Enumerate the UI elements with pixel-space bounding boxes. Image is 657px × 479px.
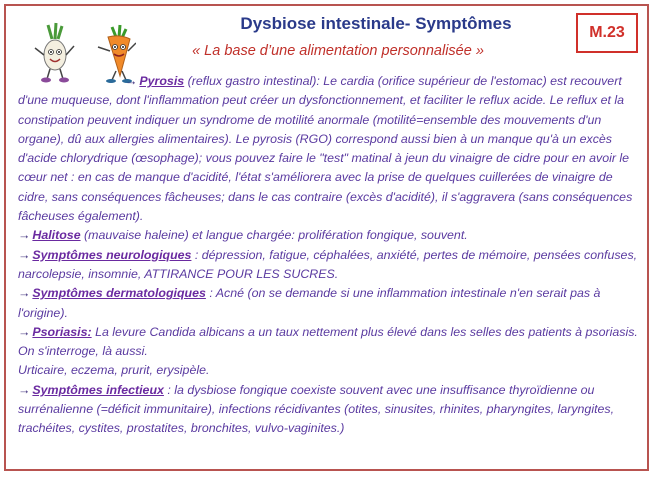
section-text: (reflux gastro intestinal): Le cardia (orifice supérieur de l'estomac) est recouvert d'une muqueuse, dont l'inflammation peut créer un dysfonctionnement, et faciliter le reflux acide. Le reflux et la constipation peuvent indiquer un syndrome de motilité anormale (motilité=ensemble des mouvements d'un organe), dû aux allergies alimentaires). Le pyrosis (RGO) correspond aussi bien à un manque qu'à un excès d'acide chlorydrique (œsophage); vous pouvez faire le "test" matinal à jeun du vinaigre de cidre pour en avoir le cœur net : en cas de manque d'acidité, l'état s'améliorera avec la prise de quelques cuillerées de vinaigre de cidre, sans conséquences fâcheuses; dans le cas contraire (excès d'acidité), il s'aggravera (sans conséquences fâcheuses également). xyxy=(18,74,633,224)
section-keyword: Symptômes infectieux xyxy=(32,382,164,397)
arrow-icon: → xyxy=(125,74,138,88)
section-text: : dépression, fatigue, céphalées, anxiété, pertes de mémoire, pensées confuses, narcolepsie, insomnie, ATTIRANCE POUR LES SUCRES. xyxy=(18,247,638,281)
section-dermatologiques xyxy=(18,284,646,323)
reference-badge: M.23 xyxy=(576,13,638,53)
document-card xyxy=(4,4,649,471)
arrow-icon: → xyxy=(18,324,31,339)
section-psoriasis-extra: Urticaire, eczema, prurit, erysipèle. xyxy=(18,363,210,378)
section-pyrosis xyxy=(18,72,646,226)
section-psoriasis xyxy=(18,323,646,362)
arrow-icon: → xyxy=(18,228,31,243)
section-text: : Acné (on se demande si une inflammation intestinale n'en serait pas à l'origine). xyxy=(18,286,601,320)
section-text: (mauvaise haleine) et langue chargée: prolifération fongique, souvent. xyxy=(80,228,468,243)
page-title: Dysbiose intestinale- Symptômes xyxy=(240,14,512,33)
arrow-icon: → xyxy=(18,382,31,397)
arrow-icon: → xyxy=(18,247,31,262)
section-keyword: Psoriasis: xyxy=(32,324,92,339)
section-text: La levure Candida albicans a un taux nettement plus élevé dans les selles des patients à psoriasis. On s'interroge, là aussi. xyxy=(18,324,638,359)
section-halitose xyxy=(18,226,646,245)
arrow-icon: → xyxy=(18,286,31,301)
page-subtitle: « La base d’une alimentation personnalisée » xyxy=(192,43,484,59)
section-keyword: Symptômes dermatologiques xyxy=(32,286,206,301)
symptoms-body xyxy=(18,72,646,439)
section-infectieux xyxy=(18,381,646,439)
section-text: : la dysbiose fongique coexiste souvent avec une insuffisance thyroïdienne ou surrénalienne (=déficit immunitaire), infections récidivantes (otites, sinusites, rhinites, pharyngites, laryngites, trachéites, cystites, prostatites, bronchites, vulvo-vaginites.) xyxy=(18,382,615,436)
section-keyword: Symptômes neurologiques xyxy=(32,247,192,262)
section-neurologiques xyxy=(18,246,646,285)
section-keyword: Pyrosis xyxy=(139,74,185,88)
section-keyword: Halitose xyxy=(32,228,81,243)
